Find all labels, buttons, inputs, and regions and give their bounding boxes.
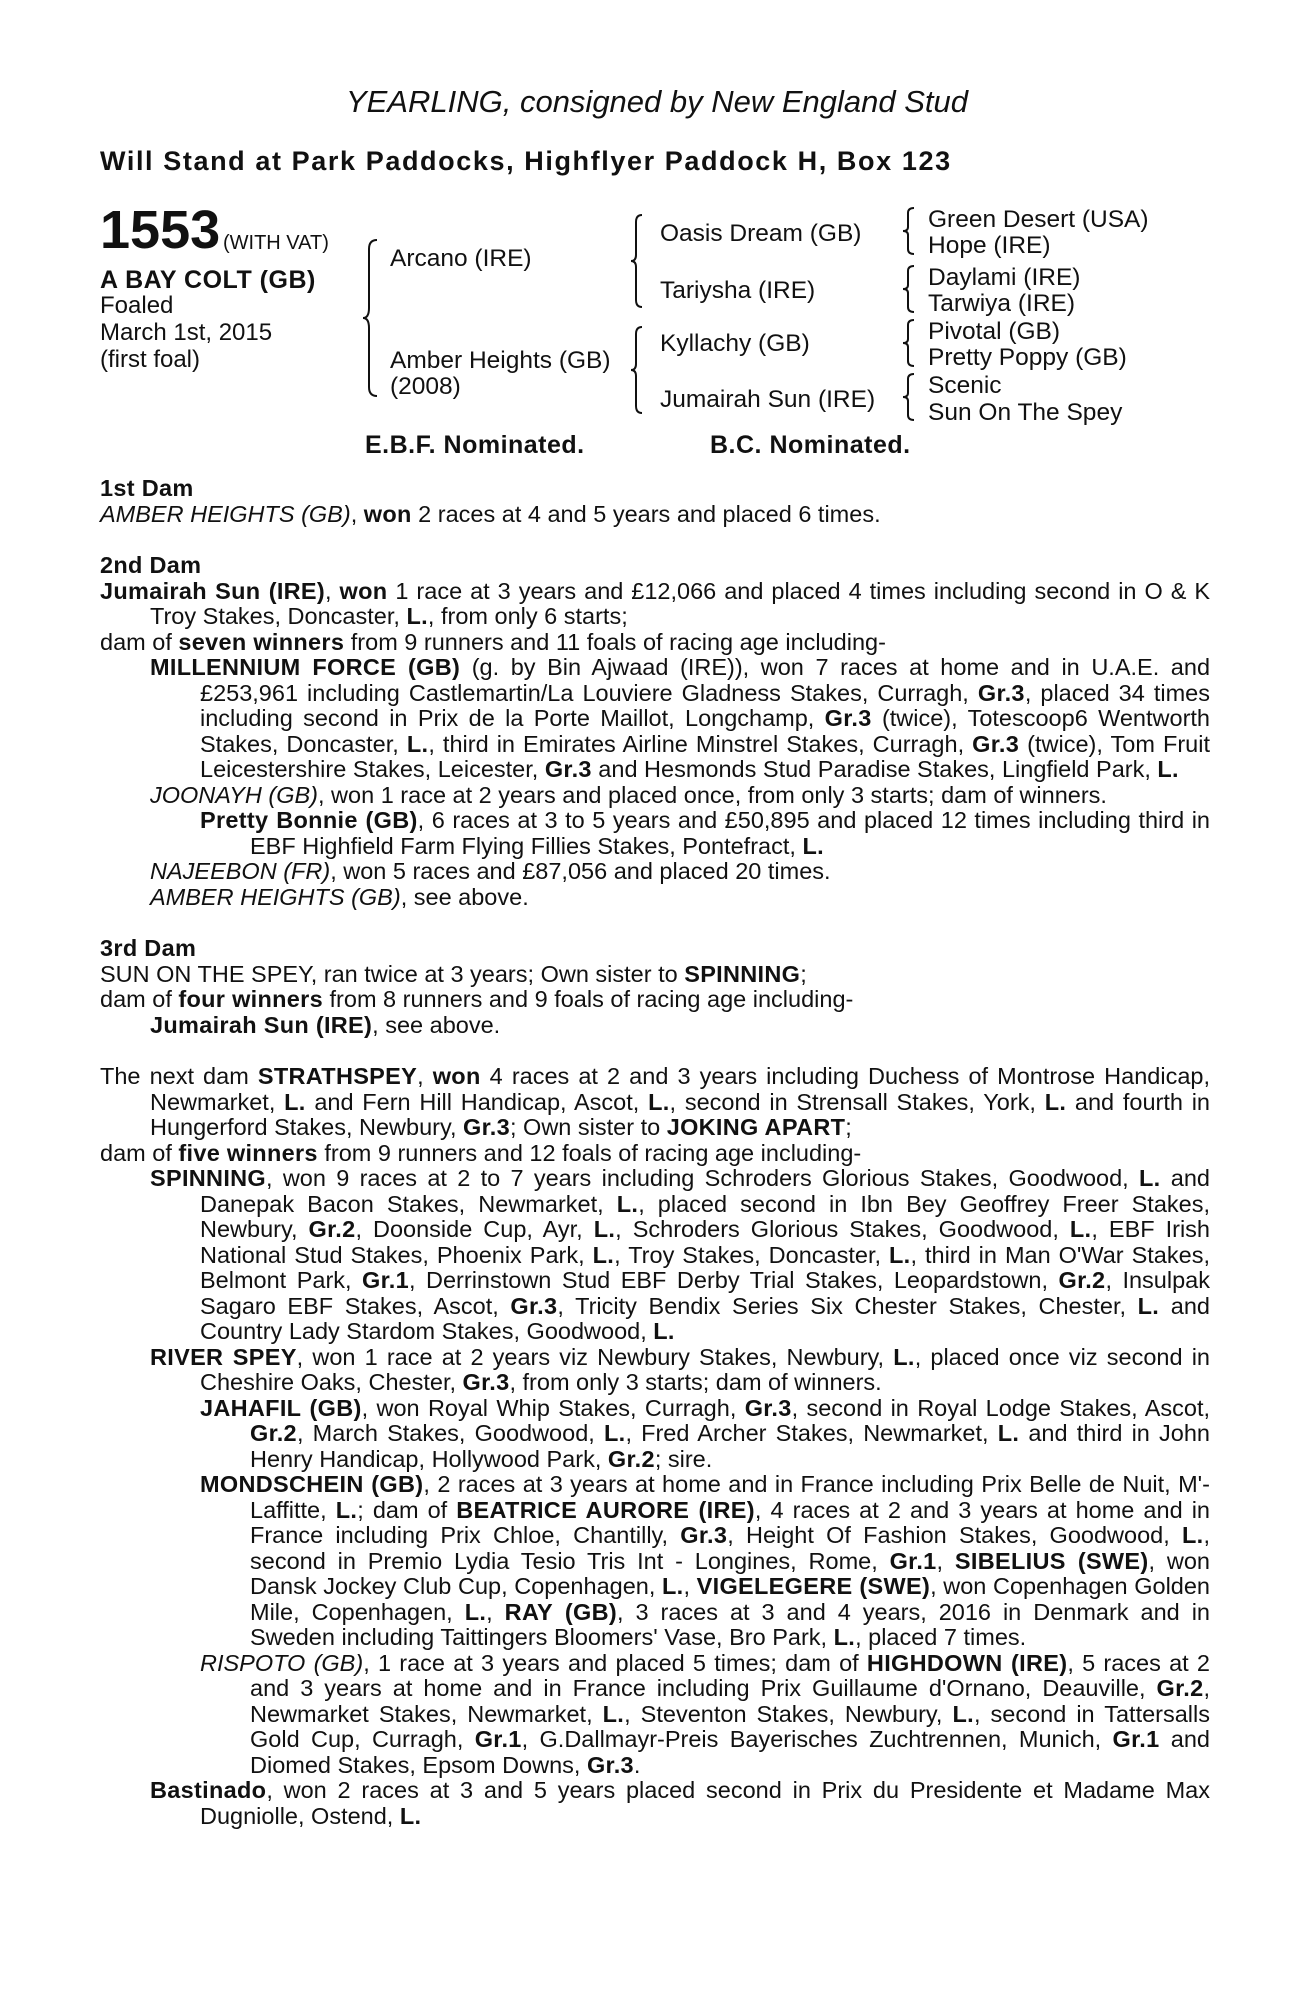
horse-name: RISPOTO (GB) <box>200 1649 364 1676</box>
g3-ancestor: Pivotal (GB) <box>928 318 1061 345</box>
g3-ancestor: Daylami (IRE) <box>928 264 1081 291</box>
dam-dam-name: Jumairah Sun (IRE) <box>660 386 876 413</box>
horse-name: AMBER HEIGHTS (GB) <box>150 883 401 910</box>
sire-name: Arcano (IRE) <box>390 245 532 272</box>
horse-name: AMBER HEIGHTS (GB) <box>100 500 351 527</box>
horse-name: Pretty Bonnie (GB) <box>200 807 418 833</box>
horse-name: Jumairah Sun (IRE) <box>150 1011 373 1038</box>
dam-name: Amber Heights (GB) <box>390 347 611 374</box>
pedigree-bracket-g3-4 <box>902 372 916 422</box>
produce-entry: MILLENNIUM FORCE (GB) (g. by Bin Ajwaad (IRE)), won 7 races at home and in U.A.E. and £253,961 including Castlemartin/La Louviere Gladness Stakes, Curragh, Gr.3, placed 34 times including second in Prix de la Porte Maillot, Longchamp, Gr.3 (twice), Totescoop6 Wentworth Stakes, Doncaster, L., third in Emirates Airline Minstrel Stakes, Curragh, Gr.3 (twice), Tom Fruit Leicestershire Stakes, Leicester, Gr.3 and Hesmonds Stud Paradise Stakes, Lingfield Park, L. <box>150 654 1211 782</box>
pedigree-bracket-g3-1 <box>902 206 916 256</box>
dam-year: (2008) <box>390 373 461 400</box>
first-dam-section <box>100 476 1210 527</box>
g3-ancestor: Scenic <box>928 372 1002 399</box>
horse-name: SPINNING <box>150 1165 266 1191</box>
third-dam-section <box>100 936 1210 1038</box>
g3-ancestor: Green Desert (USA) <box>928 206 1149 233</box>
produce-entry: RISPOTO (GB), 1 race at 3 years and placed 5 times; dam of HIGHDOWN (IRE), 5 races at 2 and 3 years at home and in France including Prix Guillaume d'Ornano, Deauville, Gr.2, Newmarket Stakes, Newmarket, L., Steventon Stakes, Newbury, L., second in Tattersalls Gold Cup, Curragh, Gr.1, G.Dallmayr-Preis Bayerisches Zuchtrennen, Munich, Gr.1 and Diomed Stakes, Epsom Downs, Gr.3. <box>200 1649 1211 1778</box>
produce-entry: RIVER SPEY, won 1 race at 2 years viz Newbury Stakes, Newbury, L., placed once viz second in Cheshire Oaks, Chester, Gr.3, from only 3 starts; dam of winners. <box>150 1343 1210 1395</box>
second-dam-heading: 2nd Dam <box>100 552 202 578</box>
third-dam-heading: 3rd Dam <box>100 935 197 961</box>
second-dam-section <box>100 553 1210 910</box>
produce-entry: AMBER HEIGHTS (GB), see above. <box>150 883 529 910</box>
pedigree-bracket-sire <box>630 213 644 309</box>
next-dam-produce: dam of five winners from 9 runners and 12 foals of racing age including- <box>100 1139 862 1166</box>
sire-sire-name: Oasis Dream (GB) <box>660 220 862 247</box>
horse-name: Jumairah Sun (IRE) <box>100 577 326 604</box>
first-dam-record: AMBER HEIGHTS (GB), won 2 races at 4 and 5 years and placed 6 times. <box>100 500 881 527</box>
consignor-line: YEARLING, consigned by New England Stud <box>345 84 969 119</box>
sire-dam-name: Tariysha (IRE) <box>660 277 816 304</box>
horse-name: RIVER SPEY <box>150 1343 297 1370</box>
ebf-nomination: E.B.F. Nominated. <box>365 431 585 459</box>
produce-entry: JOONAYH (GB), won 1 race at 2 years and placed once, from only 3 starts; dam of winners. <box>150 781 1107 808</box>
third-dam-record: SUN ON THE SPEY, ran twice at 3 years; Own sister to SPINNING; <box>100 960 807 987</box>
g3-ancestor: Sun On The Spey <box>928 399 1123 426</box>
first-dam-heading: 1st Dam <box>100 475 194 501</box>
horse-name: MONDSCHEIN (GB) <box>200 1471 424 1497</box>
g3-ancestor: Pretty Poppy (GB) <box>928 344 1127 371</box>
horse-name: MILLENNIUM FORCE (GB) <box>150 654 461 680</box>
next-dam-record: The next dam STRATHSPEY, won 4 races at 2 and 3 years including Duchess of Montrose Handicap, Newmarket, L. and Fern Hill Handicap, Ascot, L., second in Strensall Stakes, York, L. and fourth in Hungerford Stakes, Newbury, Gr.3; Own sister to JOKING APART; <box>100 1063 1210 1140</box>
pedigree-bracket-g3-3 <box>902 318 916 368</box>
produce-entry: MONDSCHEIN (GB), 2 races at 3 years at home and in France including Prix Belle de Nuit, M'-Laffitte, L.; dam of BEATRICE AURORE (IRE), 4 races at 2 and 3 years at home and in France including Prix Chloe, Chantilly, Gr.3, Height Of Fashion Stakes, Goodwood, L., second in Premio Lydia Tesio Tris Int - Longines, Rome, Gr.1, SIBELIUS (SWE), won Dansk Jockey Club Cup, Copenhagen, L., VIGELEGERE (SWE), won Copenhagen Golden Mile, Copenhagen, L., RAY (GB), 3 races at 3 and 4 years, 2016 in Denmark and in Sweden including Taittingers Bloomers' Vase, Bro Park, L., placed 7 times. <box>200 1471 1211 1650</box>
horse-name: JOONAYH (GB) <box>150 781 318 808</box>
stand-location: Will Stand at Park Paddocks, Highflyer Paddock H, Box 123 <box>100 146 952 176</box>
horse-name: JAHAFIL (GB) <box>200 1394 362 1421</box>
produce-entry: Pretty Bonnie (GB), 6 races at 3 to 5 years and £50,895 and placed 12 times including third in EBF Highfield Farm Flying Fillies Stakes, Pontefract, L. <box>200 807 1210 859</box>
third-dam-produce: dam of four winners from 8 runners and 9 foals of racing age including- <box>100 986 854 1012</box>
lot-number: 1553 <box>100 200 221 260</box>
produce-entry: Jumairah Sun (IRE), see above. <box>150 1011 501 1038</box>
pedigree-bracket-g3-2 <box>902 264 916 314</box>
family-details <box>100 476 1210 1829</box>
horse-name: NAJEEBON (FR) <box>150 858 331 884</box>
g3-ancestor: Hope (IRE) <box>928 232 1051 259</box>
foaled-label: Foaled <box>100 292 174 319</box>
bc-nomination: B.C. Nominated. <box>710 431 911 459</box>
produce-entry: Bastinado, won 2 races at 3 and 5 years placed second in Prix du Presidente et Madame Max Dugniolle, Ostend, L. <box>150 1777 1210 1829</box>
next-dam-section <box>100 1064 1210 1829</box>
second-dam-produce: dam of seven winners from 9 runners and 11 foals of racing age including- <box>100 628 886 655</box>
second-dam-record: Jumairah Sun (IRE), won 1 race at 3 years and £12,066 and placed 4 times including second in O & K Troy Stakes, Doncaster, L., from only 6 starts; <box>100 577 1211 629</box>
pedigree-bracket-dam <box>630 325 644 415</box>
pedigree-bracket-main <box>362 238 380 398</box>
first-foal-note: (first foal) <box>100 346 201 373</box>
produce-entry: NAJEEBON (FR), won 5 races and £87,056 and placed 20 times. <box>150 858 831 884</box>
produce-entry: JAHAFIL (GB), won Royal Whip Stakes, Curragh, Gr.3, second in Royal Lodge Stakes, Ascot, Gr.2, March Stakes, Goodwood, L., Fred Archer Stakes, Newmarket, L. and third in John Henry Handicap, Hollywood Park, Gr.2; sire. <box>200 1394 1211 1472</box>
vat-note: (WITH VAT) <box>223 232 329 254</box>
horse-name: Bastinado <box>150 1777 267 1803</box>
dam-sire-name: Kyllachy (GB) <box>660 330 810 357</box>
produce-entry: SPINNING, won 9 races at 2 to 7 years including Schroders Glorious Stakes, Goodwood, L. and Danepak Bacon Stakes, Newmarket, L., placed second in Ibn Bey Geoffrey Freer Stakes, Newbury, Gr.2, Doonside Cup, Ayr, L., Schroders Glorious Stakes, Goodwood, L., EBF Irish National Stud Stakes, Phoenix Park, L., Troy Stakes, Doncaster, L., third in Man O'War Stakes, Belmont Park, Gr.1, Derrinstown Stud EBF Derby Trial Stakes, Leopardstown, Gr.2, Insulpak Sagaro EBF Stakes, Ascot, Gr.3, Tricity Bendix Series Six Chester Stakes, Chester, L. and Country Lady Stardom Stakes, Goodwood, L. <box>150 1165 1211 1344</box>
horse-name: A BAY COLT (GB) <box>100 266 316 294</box>
foaled-date: March 1st, 2015 <box>100 319 273 346</box>
g3-ancestor: Tarwiya (IRE) <box>928 290 1076 317</box>
